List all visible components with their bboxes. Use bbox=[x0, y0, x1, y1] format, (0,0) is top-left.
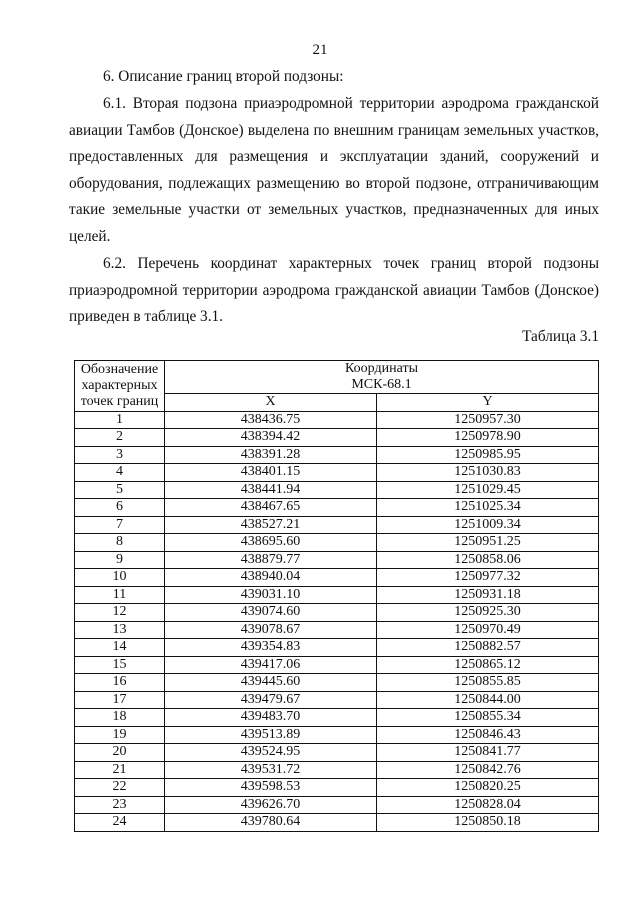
table-row bbox=[75, 534, 599, 552]
point-number-cell: 4 bbox=[75, 464, 165, 482]
x-coordinate-cell: 439513.89 bbox=[165, 726, 377, 744]
point-number-cell: 15 bbox=[75, 656, 165, 674]
y-coordinate-cell: 1251030.83 bbox=[377, 464, 599, 482]
point-number-cell: 5 bbox=[75, 481, 165, 499]
y-coordinate-cell: 1250855.34 bbox=[377, 709, 599, 727]
point-number-cell: 20 bbox=[75, 744, 165, 762]
point-number-cell: 18 bbox=[75, 709, 165, 727]
point-number-cell: 6 bbox=[75, 499, 165, 517]
table-row bbox=[75, 481, 599, 499]
y-coordinate-cell: 1250820.25 bbox=[377, 779, 599, 797]
point-number-cell: 2 bbox=[75, 429, 165, 447]
table-caption: Таблица 3.1 bbox=[522, 328, 599, 345]
point-number-cell: 16 bbox=[75, 674, 165, 692]
x-coordinate-cell: 439479.67 bbox=[165, 691, 377, 709]
header-coordinates-line: МСК-68.1 bbox=[351, 377, 412, 392]
table-row bbox=[75, 464, 599, 482]
table-row bbox=[75, 726, 599, 744]
point-number-cell: 24 bbox=[75, 814, 165, 832]
x-coordinate-cell: 439483.70 bbox=[165, 709, 377, 727]
x-coordinate-cell: 439524.95 bbox=[165, 744, 377, 762]
y-coordinate-cell: 1250842.76 bbox=[377, 761, 599, 779]
y-coordinate-cell: 1250828.04 bbox=[377, 796, 599, 814]
header-point-line: характерных bbox=[81, 377, 158, 393]
table-row bbox=[75, 429, 599, 447]
point-number-cell: 19 bbox=[75, 726, 165, 744]
section-heading: 6. Описание границ второй подзоны: bbox=[103, 68, 344, 85]
y-coordinate-cell: 1250977.32 bbox=[377, 569, 599, 587]
x-coordinate-cell: 438527.21 bbox=[165, 516, 377, 534]
table-row bbox=[75, 674, 599, 692]
table-row bbox=[75, 551, 599, 569]
page-number: 21 bbox=[312, 42, 328, 58]
y-coordinate-cell: 1250858.06 bbox=[377, 551, 599, 569]
table-row bbox=[75, 639, 599, 657]
y-coordinate-cell: 1250850.18 bbox=[377, 814, 599, 832]
table-row bbox=[75, 516, 599, 534]
y-coordinate-cell: 1250865.12 bbox=[377, 656, 599, 674]
table-row bbox=[75, 744, 599, 762]
x-coordinate-cell: 438436.75 bbox=[165, 411, 377, 429]
x-coordinate-cell: 439626.70 bbox=[165, 796, 377, 814]
point-number-cell: 14 bbox=[75, 639, 165, 657]
table-row bbox=[75, 814, 599, 832]
x-coordinate-cell: 438879.77 bbox=[165, 551, 377, 569]
point-number-cell: 8 bbox=[75, 534, 165, 552]
table-row bbox=[75, 779, 599, 797]
y-coordinate-cell: 1251029.45 bbox=[377, 481, 599, 499]
y-coordinate-cell: 1250957.30 bbox=[377, 411, 599, 429]
header-point-line: точек границ bbox=[80, 393, 159, 409]
y-coordinate-cell: 1250925.30 bbox=[377, 604, 599, 622]
x-coordinate-cell: 438391.28 bbox=[165, 446, 377, 464]
y-coordinate-cell: 1250985.95 bbox=[377, 446, 599, 464]
point-number-cell: 22 bbox=[75, 779, 165, 797]
y-coordinate-cell: 1251009.34 bbox=[377, 516, 599, 534]
y-coordinate-cell: 1250844.00 bbox=[377, 691, 599, 709]
x-coordinate-cell: 438940.04 bbox=[165, 569, 377, 587]
header-coordinates-line: Координаты bbox=[345, 361, 418, 376]
x-coordinate-cell: 438467.65 bbox=[165, 499, 377, 517]
paragraph-6-1: 6.1. Вторая подзона приаэродромной территории аэродрома гражданской авиации Тамбов (Донское) выделена по внешним границам земельных участков, предоставленных для размещения и эксплуатации зданий, сооружений и оборудования, подлежащих размещению во второй подзоне, отграничивающим такие земельные участки от земельных участков, предназначенных для иных целей. bbox=[69, 95, 599, 245]
paragraph-6-2: 6.2. Перечень координат характерных точек границ второй подзоны приаэродромной территории аэродрома гражданской авиации Тамбов (Донское) приведен в таблице 3.1. bbox=[69, 255, 599, 326]
table-row bbox=[75, 411, 599, 429]
y-coordinate-cell: 1250970.49 bbox=[377, 621, 599, 639]
point-number-cell: 13 bbox=[75, 621, 165, 639]
x-coordinate-cell: 438695.60 bbox=[165, 534, 377, 552]
x-coordinate-cell: 438394.42 bbox=[165, 429, 377, 447]
table-row bbox=[75, 604, 599, 622]
y-coordinate-cell: 1250931.18 bbox=[377, 586, 599, 604]
header-point-designation bbox=[75, 361, 165, 412]
x-coordinate-cell: 439531.72 bbox=[165, 761, 377, 779]
y-coordinate-cell: 1250882.57 bbox=[377, 639, 599, 657]
x-coordinate-cell: 438401.15 bbox=[165, 464, 377, 482]
y-coordinate-cell: 1251025.34 bbox=[377, 499, 599, 517]
header-y: Y bbox=[377, 394, 599, 412]
table-row bbox=[75, 761, 599, 779]
x-coordinate-cell: 439417.06 bbox=[165, 656, 377, 674]
table-row bbox=[75, 621, 599, 639]
y-coordinate-cell: 1250978.90 bbox=[377, 429, 599, 447]
x-coordinate-cell: 439031.10 bbox=[165, 586, 377, 604]
x-coordinate-cell: 439078.67 bbox=[165, 621, 377, 639]
point-number-cell: 9 bbox=[75, 551, 165, 569]
x-coordinate-cell: 439598.53 bbox=[165, 779, 377, 797]
header-coordinates bbox=[165, 361, 599, 394]
point-number-cell: 7 bbox=[75, 516, 165, 534]
x-coordinate-cell: 439780.64 bbox=[165, 814, 377, 832]
coordinates-table-body bbox=[75, 411, 599, 831]
y-coordinate-cell: 1250846.43 bbox=[377, 726, 599, 744]
table-row bbox=[75, 709, 599, 727]
table-row bbox=[75, 569, 599, 587]
table-row bbox=[75, 446, 599, 464]
point-number-cell: 1 bbox=[75, 411, 165, 429]
x-coordinate-cell: 439074.60 bbox=[165, 604, 377, 622]
header-x: X bbox=[165, 394, 377, 412]
y-coordinate-cell: 1250951.25 bbox=[377, 534, 599, 552]
y-coordinate-cell: 1250841.77 bbox=[377, 744, 599, 762]
point-number-cell: 12 bbox=[75, 604, 165, 622]
x-coordinate-cell: 438441.94 bbox=[165, 481, 377, 499]
point-number-cell: 11 bbox=[75, 586, 165, 604]
point-number-cell: 21 bbox=[75, 761, 165, 779]
table-row bbox=[75, 656, 599, 674]
table-row bbox=[75, 691, 599, 709]
coordinates-table bbox=[74, 360, 599, 832]
x-coordinate-cell: 439354.83 bbox=[165, 639, 377, 657]
y-coordinate-cell: 1250855.85 bbox=[377, 674, 599, 692]
table-row bbox=[75, 796, 599, 814]
table-row bbox=[75, 499, 599, 517]
point-number-cell: 3 bbox=[75, 446, 165, 464]
header-point-line: Обозначение bbox=[80, 361, 159, 377]
point-number-cell: 10 bbox=[75, 569, 165, 587]
table-row bbox=[75, 586, 599, 604]
point-number-cell: 17 bbox=[75, 691, 165, 709]
x-coordinate-cell: 439445.60 bbox=[165, 674, 377, 692]
point-number-cell: 23 bbox=[75, 796, 165, 814]
